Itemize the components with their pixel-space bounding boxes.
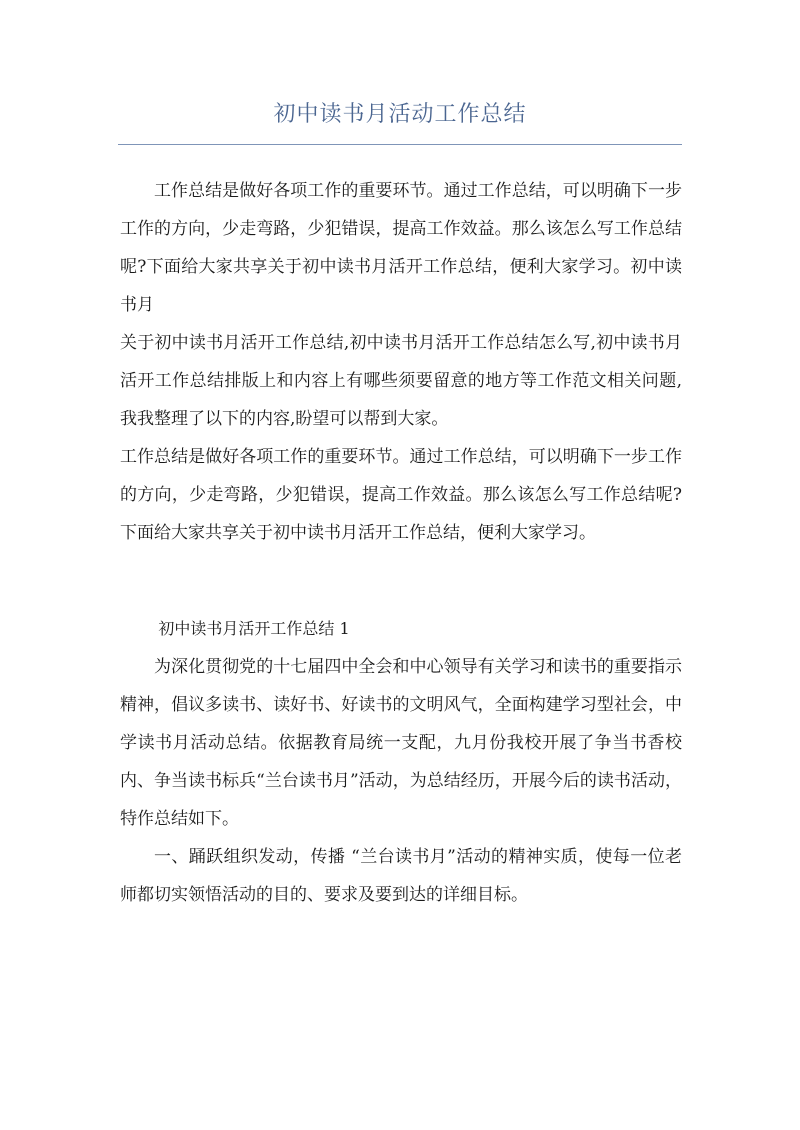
section-heading: 初中读书月活开工作总结 1 [158, 619, 350, 638]
title-underline [118, 144, 682, 145]
question-paragraph: 关于初中读书月活开工作总结,初中读书月活开工作总结怎么写,初中读书月活开工作总结排版上和内容上有哪些须要留意的地方等工作范文相关问题,我我整理了以下的内容,盼望可以帮到大家。 [120, 333, 682, 429]
intro-paragraph: 工作总结是做好各项工作的重要环节。通过工作总结，可以明确下一步工作的方向，少走弯路，少犯错误，提高工作效益。那么该怎么写工作总结呢?下面给大家共享关于初中读书月活开工作总结，便利大家学习。初中读书月 [120, 181, 682, 315]
point-one-paragraph: 一、踊跃组织发动，传播 “兰台读书月”活动的精神实质，使每一位老师都切实领悟活动的目的、要求及要到达的详细目标。 [120, 847, 682, 905]
section-body-paragraph: 为深化贯彻党的十七届四中全会和中心领导有关学习和读书的重要指示精神，倡议多读书、读好书、好读书的文明风气，全面构建学习型社会，中学读书月活动总结。依据教育局统一支配，九月份我校开展了争当书香校内、争当读书标兵“兰台读书月”活动，为总结经历，开展今后的读书活动，特作总结如下。 [120, 657, 682, 829]
repeat-paragraph: 工作总结是做好各项工作的重要环节。通过工作总结，可以明确下一步工作的方向，少走弯路，少犯错误，提高工作效益。那么该怎么写工作总结呢?下面给大家共享关于初中读书月活开工作总结，便利大家学习。 [120, 447, 682, 543]
document-body [120, 172, 682, 914]
document-title: 初中读书月活动工作总结 [273, 102, 527, 127]
paragraph-spacer [120, 552, 682, 610]
